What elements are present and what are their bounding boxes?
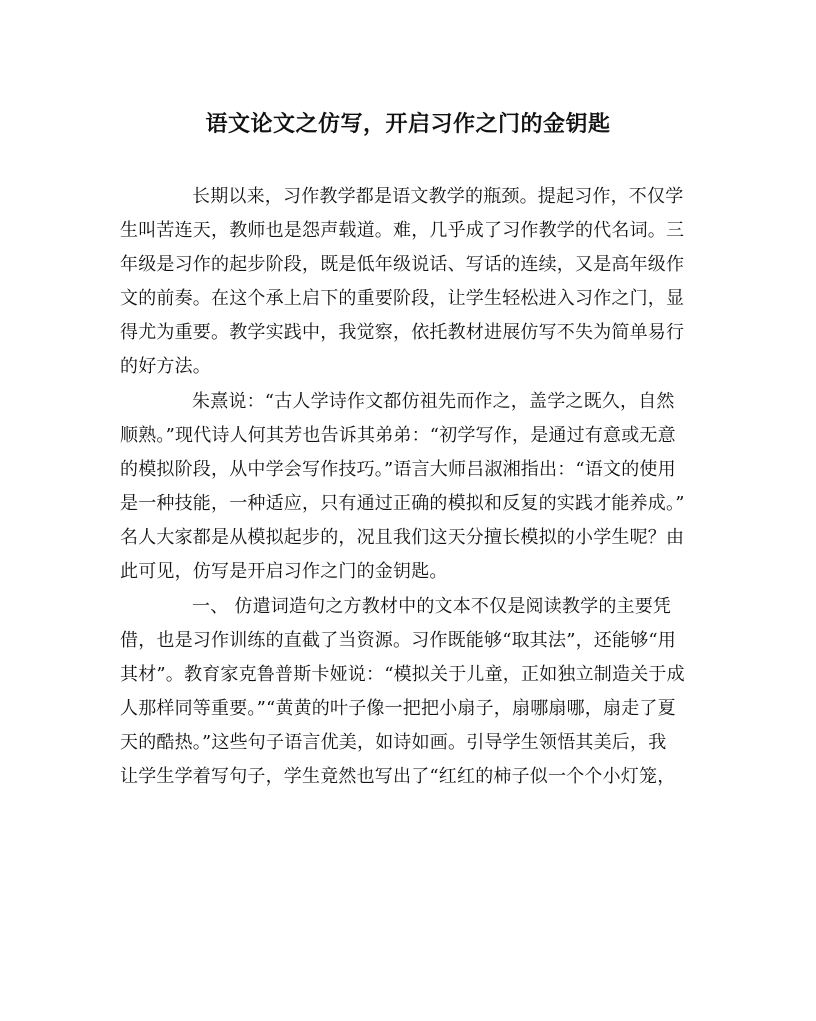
paragraph-line: 借，也是习作训练的直截了当资源。习作既能够“取其法”，还能够“用 <box>120 630 677 651</box>
paragraph-line: 年级是习作的起步阶段，既是低年级说话、写话的连续，又是高年级作 <box>120 254 685 275</box>
paragraph-line: 此可见，仿写是开启习作之门的金钥匙。 <box>120 561 448 582</box>
paragraph-line: 人那样同等重要。”“黄黄的叶子像一把把小扇子，扇哪扇哪，扇走了夏 <box>120 698 676 719</box>
paragraph-line: 生叫苦连天，教师也是怨声载道。难，几乎成了习作教学的代名词。三 <box>120 220 685 241</box>
paragraph-line: 朱熹说：“古人学诗作文都仿祖先而作之，盖学之既久，自然 <box>192 391 675 412</box>
paragraph-line: 其材”。教育家克鲁普斯卡娅说：“模拟关于儿童，正如独立制造关于成 <box>120 664 685 685</box>
paragraph-line: 天的酷热。”这些句子语言优美，如诗如画。引导学生领悟其美后，我 <box>120 732 667 753</box>
paragraph-line: 文的前奏。在这个承上启下的重要阶段，让学生轻松进入习作之门，显 <box>120 288 685 309</box>
paragraph-line: 得尤为重要。教学实践中，我觉察，依托教材进展仿写不失为简单易行 <box>120 322 685 343</box>
paragraph-line: 让学生学着写句子，学生竟然也写出了“红红的柿子似一个个小灯笼， <box>120 766 676 787</box>
paragraph-line: 的好方法。 <box>120 356 211 377</box>
document-body <box>120 180 696 794</box>
paragraph-line: 是一种技能，一种适应，只有通过正确的模拟和反复的实践才能养成。” <box>120 493 685 514</box>
paragraph-line: 长期以来，习作教学都是语文教学的瓶颈。提起习作，不仅学 <box>192 186 684 207</box>
document-title: 语文论文之仿写，开启习作之门的金钥匙 <box>205 111 611 137</box>
paragraph-line: 的模拟阶段，从中学会写作技巧。”语言大师吕淑湘指出：“语文的使用 <box>120 459 676 480</box>
paragraph-line: 名人大家都是从模拟起步的，况且我们这天分擅长模拟的小学生呢？由 <box>120 527 685 548</box>
paragraph-line: 顺熟。”现代诗人何其芳也告诉其弟弟：“初学写作，是通过有意或无意 <box>120 425 676 446</box>
paragraph-line: 一、 仿遣词造句之方教材中的文本不仅是阅读教学的主要凭 <box>192 596 672 617</box>
